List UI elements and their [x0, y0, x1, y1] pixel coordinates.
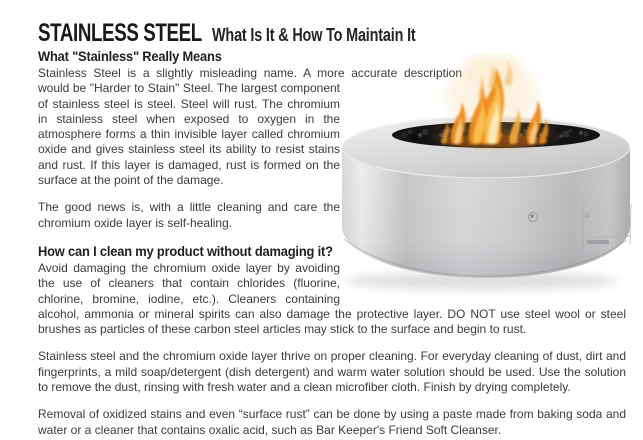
- section-heading-stainless-meaning: What "Stainless" Really Means: [38, 48, 222, 64]
- paragraph-avoid-damage: Avoid damaging the chromium oxide layer by avoiding the use of cleaners that contain chlorides (fluorine, chlorine, bromine, iodine, etc.). Cleaners containing alcohol, ammonia or mineral spirits can also damage the protective layer. DO NOT use steel wool or steel brushes as particles of these carbon steel articles may stick to the surface and begin to rust.: [38, 260, 626, 337]
- ignition-knob: [529, 213, 538, 222]
- fire-pit-image: [332, 48, 640, 298]
- paragraph-stainless-explanation: Stainless Steel is a slightly misleading name. A more accurate description would be "Harder to Stain" Steel. The largest component of stainless steel is steel. Steel will rust. The chromium in stainless steel when exposed to oxygen in the atmosphere forms a thin invisible layer called chromium oxide and gives stainless steel its ability to resist stains and rust. If this layer is damaged, rust is formed on the surface at the point of the damage.: [38, 66, 462, 188]
- content-column: [38, 48, 626, 438]
- panel-screw: [585, 213, 589, 217]
- title-main: STAINLESS STEEL: [38, 19, 202, 47]
- title-subtitle: What Is It & How To Maintain It: [212, 25, 417, 45]
- paragraph-self-healing: The good news is, with a little cleaning and care the chromium oxide layer is self-healing.: [38, 200, 340, 230]
- brand-mark: [587, 240, 609, 244]
- paragraph-rust-removal: Removal of oxidized stains and even “surface rust” can be done by using a paste made from baking soda and water or a cleaner that contains oxalic acid, such as Bar Keeper's Friend Soft Cleanser.: [38, 407, 626, 437]
- section-heading-cleaning: How can I clean my product without damaging it?: [38, 242, 333, 259]
- paragraph-proper-cleaning: Stainless steel and the chromium oxide layer thrive on proper cleaning. For everyday cleaning of dust, dirt and fingerprints, a mild soap/detergent (dish detergent) and warm water solution should be used. Use the solution to remove the dust, rinsing with fresh water and a clean microfiber cloth. Finish by drying completely.: [38, 349, 626, 395]
- fire-pit-illustration: [332, 54, 640, 299]
- page-title: [38, 12, 626, 46]
